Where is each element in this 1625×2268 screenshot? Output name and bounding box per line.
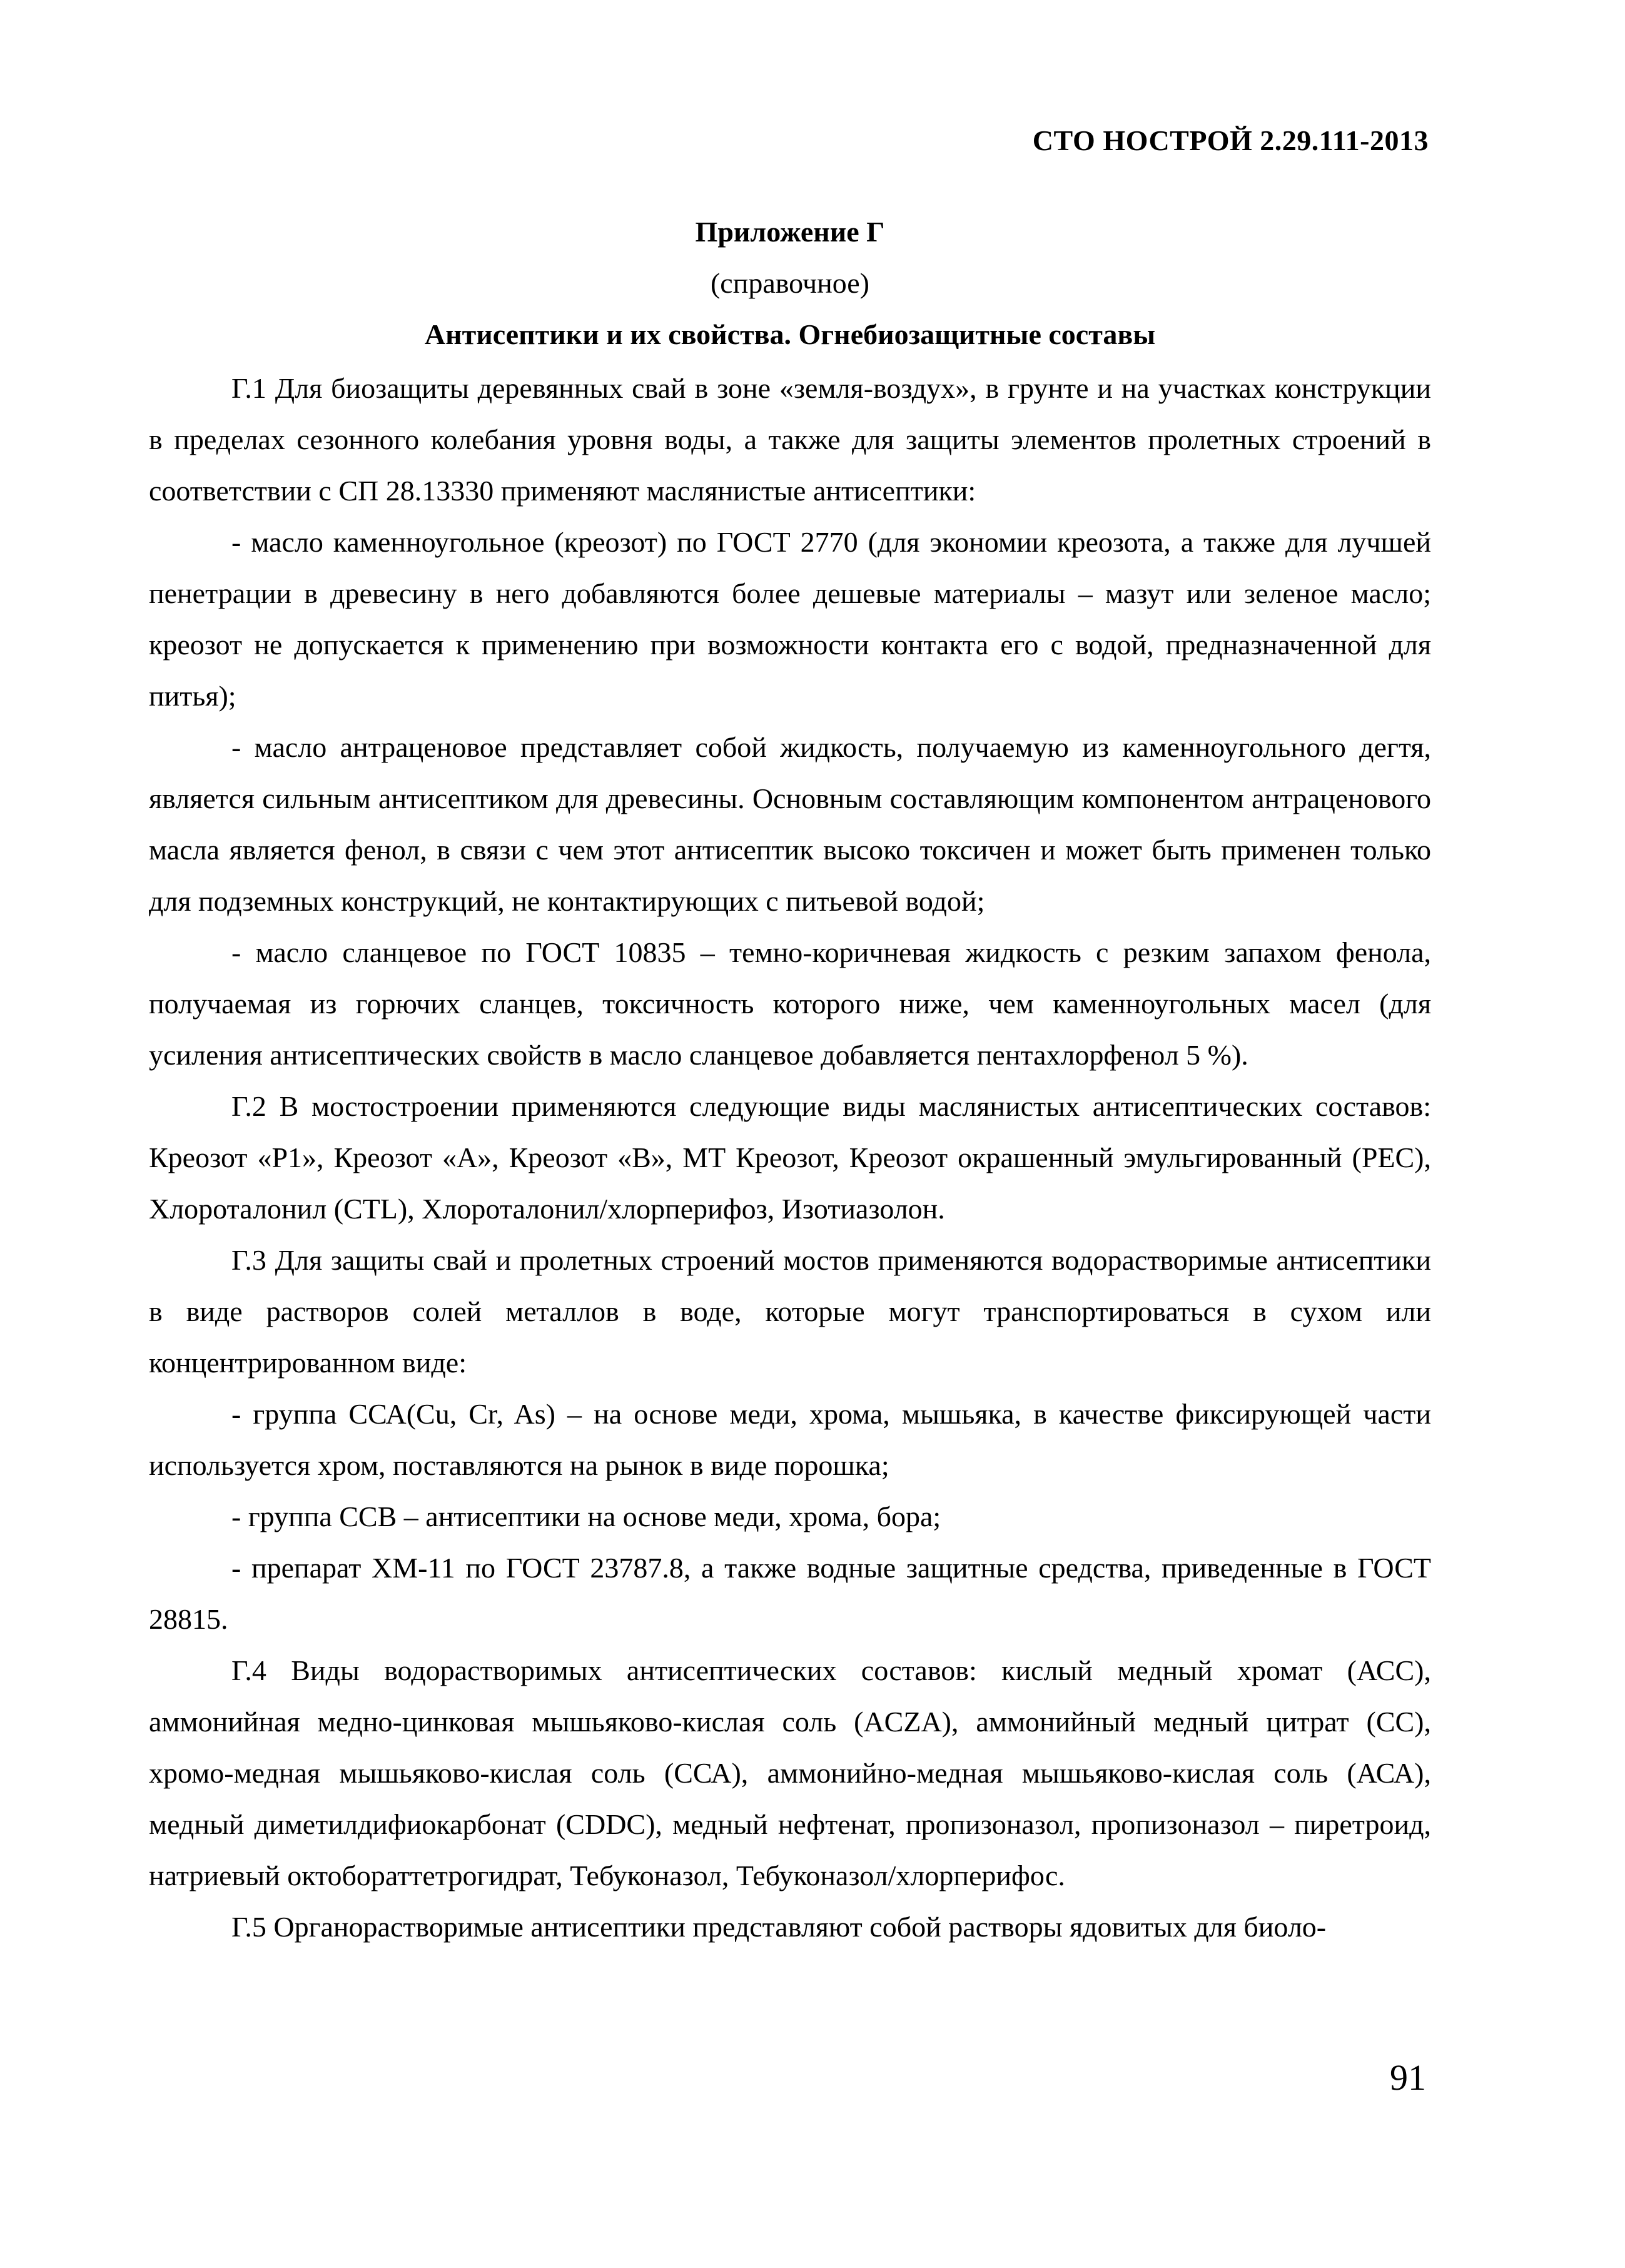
document-standard-code: СТО НОСТРОЙ 2.29.111-2013 (1032, 124, 1429, 156)
paragraph-g5: Г.5 Органорастворимые антисептики представляют собой растворы ядовитых для биоло- (231, 1911, 1327, 1943)
list-item-shale-oil: - масло сланцевое по ГОСТ 10835 – темно-коричневая жидкость с резким запахом фенола, получаемая из горючих сланцев, токсичность которого ниже, чем каменноугольных масел (для усиления антисептических свойств в масло сланцевое добавляется пентахлорфенол 5 %). (149, 936, 1431, 1071)
paragraph-g3: Г.3 Для защиты свай и пролетных строений мостов применяются водорастворимые антисептики в виде растворов солей металлов в воде, которые могут транспортироваться в сухом или концентрированном виде: (149, 1244, 1431, 1379)
paragraph-g1: Г.1 Для биозащиты деревянных свай в зоне «земля-воздух», в грунте и на участках конструкции в пределах сезонного колебания уровня воды, а также для защиты элементов пролетных строений в соответствии с СП 28.13330 применяют маслянистые антисептики: (149, 372, 1431, 507)
appendix-title: Приложение Г (695, 216, 885, 248)
appendix-kind: (справочное) (710, 267, 870, 299)
list-item-creosote: - масло каменноугольное (креозот) по ГОСТ 2770 (для экономии креозота, а также для лучшей пенетрации в древесину в него добавляются более дешевые материалы – мазут или зеленое масло; креозот не допускается к применению при возможности контакта его с водой, предназначенной для питья); (149, 526, 1431, 712)
appendix-title-block (149, 206, 1431, 360)
list-item-cca-group: - группа ССА(Cu, Cr, As) – на основе меди, хрома, мышьяка, в качестве фиксирующей части используется хром, поставляются на рынок в виде порошка; (149, 1398, 1431, 1481)
paragraph-g2: Г.2 В мостостроении применяются следующие виды маслянистых антисептических составов: Креозот «P1», Креозот «А», Креозот «В», МТ Креозот, Креозот окрашенный эмульгированный (PEC), Хлороталонил (CTL), Хлороталонил/хлорперифоз, Изотиазолон. (149, 1090, 1431, 1225)
list-item-ccb-group: - группа ССВ – антисептики на основе меди, хрома, бора; (231, 1501, 941, 1532)
page-number: 91 (1390, 2057, 1426, 2098)
body-text (149, 363, 1431, 1953)
list-item-anthracene-oil: - масло антраценовое представляет собой жидкость, получаемую из каменноугольного дегтя, является сильным антисептиком для древесины. Основным составляющим компонентом антраценового масла является фенол, в связи с чем этот антисептик высоко токсичен и может быть применен только для подземных конструкций, не контактирующих с питьевой водой; (149, 731, 1431, 917)
paragraph-g4: Г.4 Виды водорастворимых антисептических составов: кислый медный хромат (АСС), аммонийная медно-цинковая мышьяково-кислая соль (ACZA), аммонийный медный цитрат (СС), хромо-медная мышьяково-кислая соль (ССА), аммонийно-медная мышьяково-кислая соль (АСА), медный диметилдифиокарбонат (CDDC), медный нефтенат, пропизоназол, пропизоназол – пиретроид, натриевый октобораттетрогидрат, Тебуконазол, Тебуконазол/хлорперифос. (149, 1654, 1431, 1891)
appendix-heading: Антисептики и их свойства. Огнебиозащитные составы (424, 318, 1156, 350)
list-item-xm11: - препарат ХМ-11 по ГОСТ 23787.8, а также водные защитные средства, приведенные в ГОСТ 28815. (149, 1552, 1431, 1635)
